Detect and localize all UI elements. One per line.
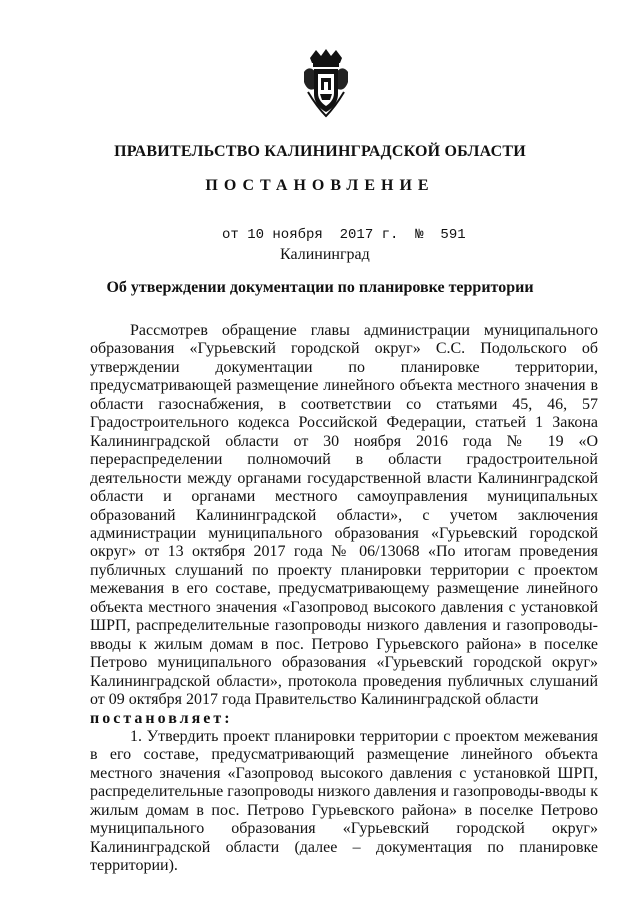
government-title: ПРАВИТЕЛЬСТВО КАЛИНИНГРАДСКОЙ ОБЛАСТИ bbox=[114, 143, 526, 160]
document-type: ПОСТАНОВЛЕНИЕ bbox=[205, 177, 435, 194]
document-subject: Об утверждении документации по планировке территории bbox=[106, 279, 534, 296]
preamble-text: Рассмотрев обращение главы администрации муниципального образования «Гурьевский городской округ» С.С. Подольского об утверждении документации по планировке территории, предусматривающей размещение линейного объекта местного значения в области газоснабжения, в соответствии со статьями 45, 46, 57 Градостроительного кодекса Российской Федерации, статьей 1 Закона Калининградской области от 30 ноября 2016 года № 19 «О перераспределении полномочий в области градостроительной деятельности между органами государственной власти Калининградской области и органами местного самоуправления муниципальных образований Калининградской области», с учетом заключения администрации муниципального образования «Гурьевский городской округ» от 13 октября 2017 года № 06/13068 «По итогам проведения публичных слушаний по проекту планировки территории с проектом межевания в его составе, предусматривающему размещение линейного объекта местного значения «Газопровод высокого давления с установкой ШРП, распределительные газопроводы низкого давления и газопроводы-вводы к жилым домам в пос. Петрово Гурьевского района» в поселке Петрово муниципального образования «Гурьевский городской округ» Калининградской области», протокола проведения публичных слушаний от 09 октября 2017 года Правительство Калининградской области bbox=[90, 322, 598, 709]
coat-of-arms-emblem bbox=[300, 48, 352, 118]
document-body bbox=[90, 322, 598, 876]
paragraph-item-1: 1. Утвердить проект планировки территории с проектом межевания в его составе, предусматривающий размещение линейного объекта местного значения «Газопровод высокого давления с установкой ШРП, распределительные газопроводы низкого давления и газопроводы-вводы к жилым домам в пос. Петрово Гурьевского района» в поселке Петрово муниципального образования «Гурьевский городской округ» Калининградской области (далее – документация по планировке территории). bbox=[90, 727, 598, 875]
date-number-line: от 10 ноября 2017 г. № 591 bbox=[222, 227, 466, 243]
city-name: Калининград bbox=[280, 246, 370, 263]
paragraph-preamble bbox=[90, 322, 598, 710]
decree-word: постановляет: bbox=[90, 709, 233, 727]
